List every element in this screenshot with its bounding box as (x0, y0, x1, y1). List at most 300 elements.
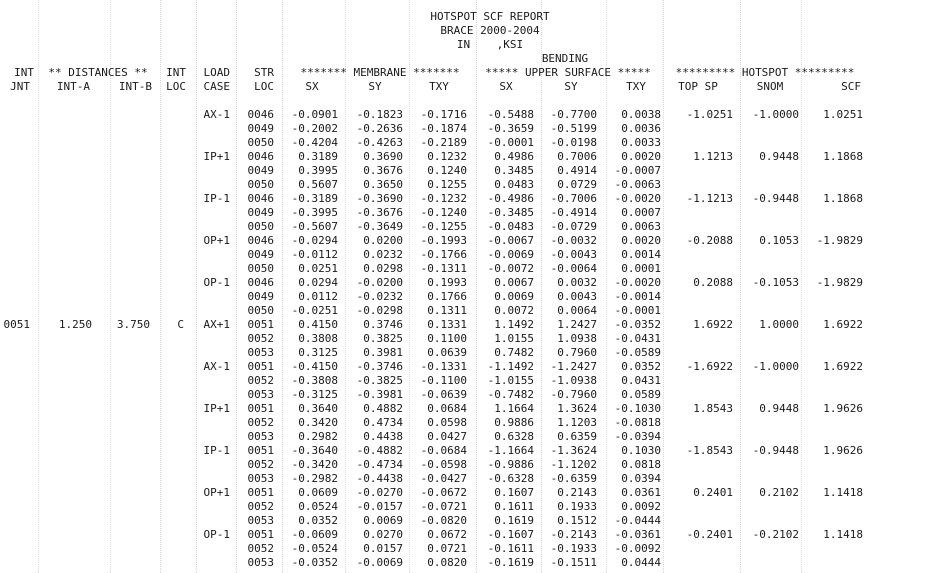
upper-txy: -0.0007 (614, 164, 661, 177)
membrane-sy: -0.0232 (356, 290, 403, 303)
column-header: SX (305, 80, 319, 93)
membrane-txy: -0.1100 (420, 374, 467, 387)
str-loc: 0051 (247, 360, 274, 373)
membrane-sx: -0.4150 (291, 360, 338, 373)
membrane-sy: 0.0157 (363, 542, 403, 555)
membrane-txy: 0.0639 (427, 346, 467, 359)
membrane-sy: -0.3746 (356, 360, 403, 373)
upper-txy: 0.0001 (621, 262, 661, 275)
membrane-sy: -0.0157 (356, 500, 403, 513)
report-title: BRACE 2000-2004 (440, 24, 540, 37)
hotspot-snom: 0.2102 (759, 486, 799, 499)
upper-sx: 0.1619 (494, 514, 534, 527)
membrane-txy: 0.0820 (427, 556, 467, 569)
upper-txy: 0.0020 (621, 234, 661, 247)
table-row (0, 360, 925, 374)
upper-sy: -1.0938 (550, 374, 597, 387)
distance-int-a: 1.250 (58, 318, 92, 331)
upper-txy: -0.0014 (614, 290, 661, 303)
membrane-txy: 0.1255 (427, 178, 467, 191)
table-row (0, 178, 925, 192)
membrane-txy: -0.0721 (420, 500, 467, 513)
upper-sy: 0.2143 (557, 486, 597, 499)
str-loc: 0046 (247, 234, 274, 247)
upper-txy: 0.0394 (621, 472, 661, 485)
hotspot-top-sp: 1.1213 (693, 150, 733, 163)
table-row (0, 346, 925, 360)
upper-txy: 0.0033 (621, 136, 661, 149)
membrane-sx: 0.3808 (298, 332, 338, 345)
upper-sx: -0.4986 (487, 192, 534, 205)
membrane-sy: -0.2636 (356, 122, 403, 135)
column-header: LOC (166, 80, 186, 93)
upper-txy: 0.0361 (621, 486, 661, 499)
upper-sy: 1.0938 (557, 332, 597, 345)
upper-sy: -0.0729 (550, 220, 597, 233)
str-loc: 0046 (247, 108, 274, 121)
upper-sx: 0.0072 (494, 304, 534, 317)
membrane-sx: -0.3189 (291, 192, 338, 205)
upper-txy: 0.0038 (621, 108, 661, 121)
table-row (0, 332, 925, 346)
table-row (0, 164, 925, 178)
upper-txy: 0.1030 (621, 444, 661, 457)
upper-sx: -0.3659 (487, 122, 534, 135)
membrane-sy: -0.3825 (356, 374, 403, 387)
hotspot-snom: -1.0000 (752, 360, 799, 373)
membrane-sx: 0.3640 (298, 402, 338, 415)
header-row-2 (0, 80, 925, 94)
membrane-sx: 0.2982 (298, 430, 338, 443)
column-header: SNOM (756, 80, 784, 93)
hotspot-snom: -0.2102 (752, 528, 799, 541)
upper-txy: 0.0007 (621, 206, 661, 219)
upper-sx: 0.9886 (494, 416, 534, 429)
column-header-group: ***** UPPER SURFACE ***** (485, 66, 651, 79)
report-title: IN ,KSI (456, 38, 524, 51)
membrane-txy: 0.0721 (427, 542, 467, 555)
table-row (0, 206, 925, 220)
table-row (0, 136, 925, 150)
table-row (0, 122, 925, 136)
table-row (0, 542, 925, 556)
column-header: SY (368, 80, 382, 93)
membrane-sx: 0.0352 (298, 514, 338, 527)
upper-sy: -1.3624 (550, 444, 597, 457)
membrane-txy: 0.0427 (427, 430, 467, 443)
membrane-sx: 0.3189 (298, 150, 338, 163)
str-loc: 0050 (247, 262, 274, 275)
table-row (0, 444, 925, 458)
upper-txy: -0.0020 (614, 192, 661, 205)
membrane-txy: 0.1311 (427, 304, 467, 317)
membrane-sy: 0.0298 (363, 262, 403, 275)
hotspot-snom: 1.0000 (759, 318, 799, 331)
membrane-sy: -0.4734 (356, 458, 403, 471)
membrane-txy: -0.0598 (420, 458, 467, 471)
hotspot-scf: 1.9626 (823, 444, 863, 457)
upper-sx: -0.9886 (487, 458, 534, 471)
hotspot-snom: -0.9448 (752, 192, 799, 205)
column-header: LOC (254, 80, 274, 93)
upper-sx: 0.6328 (494, 430, 534, 443)
table-row (0, 248, 925, 262)
membrane-sy: -0.3676 (356, 206, 403, 219)
membrane-sx: 0.3125 (298, 346, 338, 359)
table-row (0, 388, 925, 402)
upper-sy: 0.7006 (557, 150, 597, 163)
column-header: TXY (429, 80, 449, 93)
table-row (0, 150, 925, 164)
table-row (0, 430, 925, 444)
upper-sy: 1.3624 (557, 402, 597, 415)
membrane-sx: -0.0251 (291, 304, 338, 317)
hotspot-scf: 1.9626 (823, 402, 863, 415)
column-header-group: ********* HOTSPOT ********* (675, 66, 855, 79)
hotspot-top-sp: 0.2088 (693, 276, 733, 289)
hotspot-snom: -0.1053 (752, 276, 799, 289)
hotspot-snom: 0.9448 (759, 150, 799, 163)
load-case: AX-1 (203, 108, 230, 121)
upper-txy: 0.0020 (621, 150, 661, 163)
upper-sy: -0.6359 (550, 472, 597, 485)
table-row (0, 472, 925, 486)
upper-txy: 0.0352 (621, 360, 661, 373)
membrane-txy: -0.0639 (420, 388, 467, 401)
upper-txy: -0.0001 (614, 304, 661, 317)
column-header-group: ** DISTANCES ** (48, 66, 148, 79)
membrane-sy: 0.3676 (363, 164, 403, 177)
membrane-txy: 0.1100 (427, 332, 467, 345)
membrane-sy: -0.3690 (356, 192, 403, 205)
upper-txy: -0.0020 (614, 276, 661, 289)
load-case: OP+1 (203, 234, 230, 247)
hotspot-snom: -0.9448 (752, 444, 799, 457)
upper-sy: -0.4914 (550, 206, 597, 219)
membrane-sx: 0.3995 (298, 164, 338, 177)
table-row (0, 262, 925, 276)
upper-sy: 1.2427 (557, 318, 597, 331)
upper-sy: -0.0198 (550, 136, 597, 149)
membrane-sx: -0.0352 (291, 556, 338, 569)
membrane-sy: -0.1823 (356, 108, 403, 121)
upper-txy: -0.0361 (614, 528, 661, 541)
load-case: IP-1 (203, 192, 230, 205)
upper-sx: 0.0069 (494, 290, 534, 303)
membrane-sx: 0.0609 (298, 486, 338, 499)
table-row (0, 304, 925, 318)
membrane-txy: 0.1240 (427, 164, 467, 177)
hotspot-top-sp: -1.6922 (686, 360, 733, 373)
load-case: AX-1 (203, 360, 230, 373)
membrane-txy: 0.0672 (427, 528, 467, 541)
upper-txy: -0.0431 (614, 332, 661, 345)
upper-sx: -0.0001 (487, 136, 534, 149)
table-row (0, 500, 925, 514)
membrane-txy: 0.1766 (427, 290, 467, 303)
upper-sx: 1.1664 (494, 402, 534, 415)
hotspot-scf: 1.0251 (823, 108, 863, 121)
membrane-txy: 0.0684 (427, 402, 467, 415)
membrane-sy: 0.4438 (363, 430, 403, 443)
upper-sx: -0.5488 (487, 108, 534, 121)
table-row (0, 514, 925, 528)
membrane-sy: -0.0200 (356, 276, 403, 289)
upper-sy: -1.1202 (550, 458, 597, 471)
membrane-sx: -0.4204 (291, 136, 338, 149)
membrane-sx: -0.2982 (291, 472, 338, 485)
report-title: HOTSPOT SCF REPORT (430, 10, 550, 23)
membrane-sy: 0.3825 (363, 332, 403, 345)
membrane-sy: -0.0069 (356, 556, 403, 569)
table-row (0, 486, 925, 500)
membrane-sx: 0.0294 (298, 276, 338, 289)
upper-sy: 0.6359 (557, 430, 597, 443)
membrane-sy: 0.3650 (363, 178, 403, 191)
upper-sx: 0.3485 (494, 164, 534, 177)
membrane-txy: -0.1311 (420, 262, 467, 275)
str-loc: 0052 (247, 500, 274, 513)
load-case: OP+1 (203, 486, 230, 499)
membrane-txy: -0.0672 (420, 486, 467, 499)
upper-txy: -0.0352 (614, 318, 661, 331)
str-loc: 0051 (247, 528, 274, 541)
membrane-sy: 0.4882 (363, 402, 403, 415)
upper-sx: 0.0067 (494, 276, 534, 289)
table-row (0, 234, 925, 248)
load-case: AX+1 (203, 318, 230, 331)
str-loc: 0049 (247, 164, 274, 177)
str-loc: 0052 (247, 542, 274, 555)
membrane-txy: -0.1255 (420, 220, 467, 233)
hotspot-top-sp: -1.1213 (686, 192, 733, 205)
membrane-txy: -0.1874 (420, 122, 467, 135)
upper-sx: -0.0067 (487, 234, 534, 247)
membrane-sx: -0.0609 (291, 528, 338, 541)
column-header-group: INT (166, 66, 186, 79)
str-loc: 0051 (247, 486, 274, 499)
upper-sy: -0.0032 (550, 234, 597, 247)
membrane-sx: -0.3420 (291, 458, 338, 471)
str-loc: 0046 (247, 192, 274, 205)
report-title-line (0, 10, 925, 24)
membrane-sy: 0.4734 (363, 416, 403, 429)
membrane-sy: 0.3746 (363, 318, 403, 331)
column-header: INT-A (56, 80, 90, 93)
membrane-sy: -0.4438 (356, 472, 403, 485)
membrane-sy: -0.4263 (356, 136, 403, 149)
hotspot-scf: 1.6922 (823, 318, 863, 331)
membrane-sy: -0.0298 (356, 304, 403, 317)
distance-int-b: 3.750 (116, 318, 150, 331)
column-header-group: INT (14, 66, 34, 79)
upper-txy: -0.0092 (614, 542, 661, 555)
upper-txy: -0.0589 (614, 346, 661, 359)
str-loc: 0051 (247, 402, 274, 415)
membrane-sy: 0.0200 (363, 234, 403, 247)
upper-sx: 0.7482 (494, 346, 534, 359)
membrane-sy: -0.3981 (356, 388, 403, 401)
membrane-txy: -0.1716 (420, 108, 467, 121)
upper-sy: -0.7960 (550, 388, 597, 401)
upper-txy: 0.0063 (621, 220, 661, 233)
upper-txy: -0.0444 (614, 514, 661, 527)
table-row (0, 402, 925, 416)
str-loc: 0049 (247, 248, 274, 261)
str-loc: 0050 (247, 178, 274, 191)
hotspot-top-sp: -1.8543 (686, 444, 733, 457)
load-case: IP-1 (203, 444, 230, 457)
hotspot-scf: 1.1868 (823, 192, 863, 205)
column-header: TOP SP (678, 80, 718, 93)
membrane-txy: -0.1766 (420, 248, 467, 261)
str-loc: 0049 (247, 290, 274, 303)
bending-label: BENDING (541, 52, 589, 65)
column-header: SCF (841, 80, 861, 93)
upper-txy: 0.0444 (621, 556, 661, 569)
str-loc: 0052 (247, 374, 274, 387)
upper-sy: 1.1203 (557, 416, 597, 429)
str-loc: 0053 (247, 556, 274, 569)
column-header: INT-B (118, 80, 152, 93)
upper-sy: -1.2427 (550, 360, 597, 373)
table-row (0, 318, 925, 332)
str-loc: 0050 (247, 304, 274, 317)
hotspot-top-sp: -0.2088 (686, 234, 733, 247)
table-row (0, 458, 925, 472)
hotspot-top-sp: -0.2401 (686, 528, 733, 541)
str-loc: 0050 (247, 136, 274, 149)
upper-sx: 0.1611 (494, 500, 534, 513)
upper-txy: -0.0818 (614, 416, 661, 429)
upper-sy: 0.4914 (557, 164, 597, 177)
str-loc: 0053 (247, 514, 274, 527)
column-header-group: STR (254, 66, 274, 79)
str-loc: 0053 (247, 430, 274, 443)
membrane-sx: 0.3420 (298, 416, 338, 429)
membrane-sy: 0.3690 (363, 150, 403, 163)
str-loc: 0053 (247, 472, 274, 485)
column-header-group: LOAD (203, 66, 230, 79)
membrane-txy: -0.1232 (420, 192, 467, 205)
upper-sx: 1.0155 (494, 332, 534, 345)
header-row-1 (0, 66, 925, 80)
column-header: CASE (203, 80, 230, 93)
upper-sx: -0.0069 (487, 248, 534, 261)
membrane-txy: -0.1240 (420, 206, 467, 219)
upper-sx: -0.0483 (487, 220, 534, 233)
str-loc: 0051 (247, 444, 274, 457)
bending-line (0, 52, 925, 66)
table-row (0, 416, 925, 430)
str-loc: 0049 (247, 122, 274, 135)
hotspot-snom: -1.0000 (752, 108, 799, 121)
membrane-sy: 0.0270 (363, 528, 403, 541)
column-header-group: ******* MEMBRANE ******* (300, 66, 460, 79)
upper-sy: -0.7700 (550, 108, 597, 121)
membrane-txy: 0.0598 (427, 416, 467, 429)
table-row (0, 276, 925, 290)
load-case: OP-1 (203, 276, 230, 289)
upper-sy: 0.1512 (557, 514, 597, 527)
upper-sy: 0.1933 (557, 500, 597, 513)
membrane-sx: -0.2002 (291, 122, 338, 135)
upper-txy: -0.0394 (614, 430, 661, 443)
upper-sy: -0.0043 (550, 248, 597, 261)
hotspot-top-sp: -1.0251 (686, 108, 733, 121)
hotspot-scf: 1.6922 (823, 360, 863, 373)
str-loc: 0053 (247, 346, 274, 359)
membrane-sx: 0.0251 (298, 262, 338, 275)
membrane-txy: -0.2189 (420, 136, 467, 149)
upper-sy: -0.5199 (550, 122, 597, 135)
upper-sy: -0.1933 (550, 542, 597, 555)
load-case: IP+1 (203, 402, 230, 415)
upper-txy: 0.0589 (621, 388, 661, 401)
membrane-sy: 0.0232 (363, 248, 403, 261)
membrane-txy: 0.1331 (427, 318, 467, 331)
upper-txy: 0.0092 (621, 500, 661, 513)
membrane-sx: 0.0524 (298, 500, 338, 513)
hotspot-scf: -1.9829 (816, 276, 863, 289)
upper-sx: -0.6328 (487, 472, 534, 485)
upper-txy: -0.1030 (614, 402, 661, 415)
membrane-sx: -0.3640 (291, 444, 338, 457)
upper-sx: 0.4986 (494, 150, 534, 163)
upper-sy: 0.0729 (557, 178, 597, 191)
membrane-txy: -0.0820 (420, 514, 467, 527)
hotspot-scf: -1.9829 (816, 234, 863, 247)
upper-sy: 0.0032 (557, 276, 597, 289)
upper-txy: 0.0818 (621, 458, 661, 471)
load-case: IP+1 (203, 150, 230, 163)
membrane-sy: -0.4882 (356, 444, 403, 457)
report-title-line (0, 38, 925, 52)
int-loc: C (177, 318, 184, 331)
upper-sx: -0.0072 (487, 262, 534, 275)
str-loc: 0053 (247, 388, 274, 401)
str-loc: 0052 (247, 332, 274, 345)
upper-sx: -1.0155 (487, 374, 534, 387)
upper-sy: -0.0064 (550, 262, 597, 275)
membrane-sx: -0.0524 (291, 542, 338, 555)
column-header: SY (564, 80, 578, 93)
upper-sx: -0.1619 (487, 556, 534, 569)
hotspot-scf: 1.1418 (823, 486, 863, 499)
hotspot-snom: 0.9448 (759, 402, 799, 415)
upper-sy: 0.0043 (557, 290, 597, 303)
upper-txy: 0.0036 (621, 122, 661, 135)
membrane-txy: -0.1331 (420, 360, 467, 373)
membrane-sy: 0.0069 (363, 514, 403, 527)
upper-sx: 0.0483 (494, 178, 534, 191)
membrane-sx: 0.5607 (298, 178, 338, 191)
table-row (0, 108, 925, 122)
membrane-sx: -0.3808 (291, 374, 338, 387)
membrane-sx: -0.0112 (291, 248, 338, 261)
str-loc: 0052 (247, 416, 274, 429)
membrane-sx: -0.0901 (291, 108, 338, 121)
membrane-sx: -0.3125 (291, 388, 338, 401)
table-row (0, 192, 925, 206)
upper-txy: 0.0431 (621, 374, 661, 387)
upper-sy: -0.2143 (550, 528, 597, 541)
hotspot-top-sp: 1.6922 (693, 318, 733, 331)
membrane-sx: 0.4150 (298, 318, 338, 331)
table-row (0, 220, 925, 234)
str-loc: 0052 (247, 458, 274, 471)
upper-sx: -0.1607 (487, 528, 534, 541)
